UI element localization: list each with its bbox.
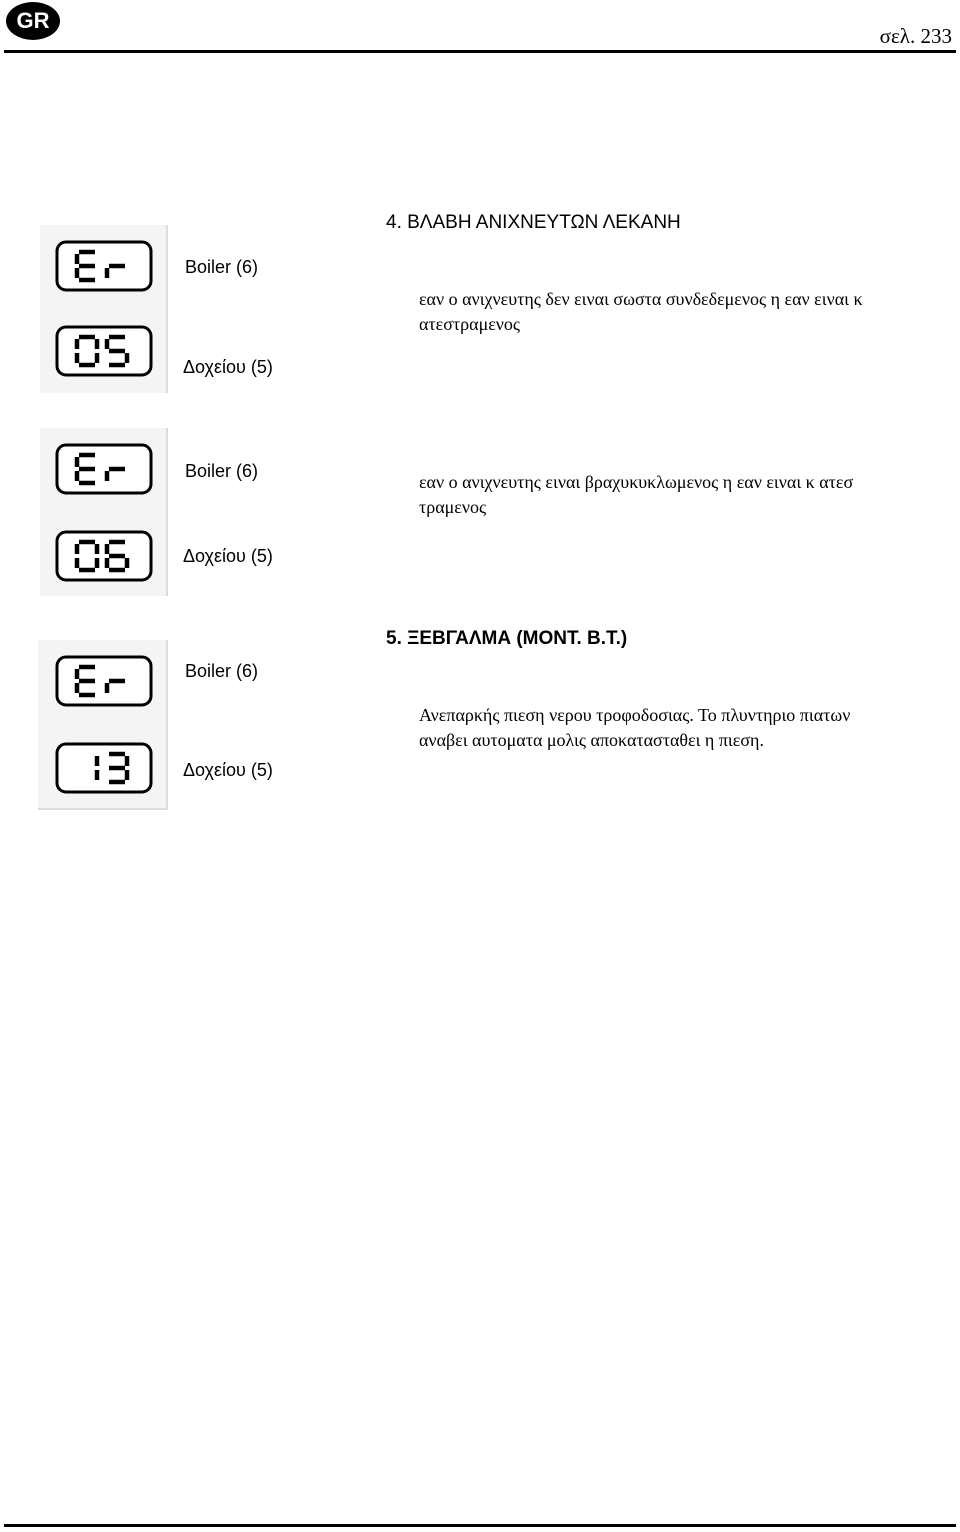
- tank-label-1: Δοχείου (5): [183, 357, 273, 377]
- boiler-label-2: Boiler (6): [185, 461, 259, 481]
- panel-divider-2: [166, 428, 168, 596]
- description-line: αναβει αυτοματα μολις αποκατασταθει η πιεση.: [419, 730, 764, 750]
- lcd-frame: [57, 532, 151, 580]
- tank-label-2: Δοχείου (5): [183, 546, 273, 566]
- section-heading-4: 4. ΒΛΑΒΗ ΑΝΙΧΝΕΥΤΩΝ ΛΕΚΑΝΗ: [386, 212, 681, 233]
- description-line: ατεστραμενος: [419, 314, 521, 334]
- footer-rule: [4, 1524, 956, 1527]
- lcd-display-er-2: [55, 443, 153, 495]
- header-rule: [4, 50, 956, 53]
- lcd-display-er-1: [55, 240, 153, 292]
- description-2: [419, 470, 853, 520]
- lcd-display-code-06: [55, 530, 153, 582]
- lcd-frame: [57, 327, 151, 375]
- description-line: τραμενος: [419, 497, 487, 517]
- panel-divider-3: [166, 640, 168, 810]
- lcd-frame: [57, 657, 151, 705]
- description-line: Ανεπαρκής πιεση νερου τροφοδοσιας. Το πλυντηριο πιατων: [419, 705, 851, 725]
- description-1: [419, 287, 863, 337]
- language-badge: GR: [6, 2, 60, 40]
- lcd-display-code-13: [55, 742, 153, 794]
- description-line: εαν ο ανιχνευτης δεν ειναι σωστα συνδεδεμενος η εαν ειναι κ: [419, 289, 863, 309]
- boiler-label-3: Boiler (6): [185, 661, 259, 681]
- lcd-display-er-3: [55, 655, 153, 707]
- lcd-display-code-05: [55, 325, 153, 377]
- lcd-frame: [57, 445, 151, 493]
- section-heading-5: 5. ΞΕΒΓΑΛΜΑ (ΜΟΝΤ. Β.Τ.): [386, 628, 628, 649]
- lcd-frame: [57, 242, 151, 290]
- description-line: εαν ο ανιχνευτης ειναι βραχυκυκλωμενος η εαν ειναι κ ατεσ: [419, 472, 854, 492]
- panel-divider-1: [166, 225, 168, 393]
- panel-bottom-3: [38, 808, 168, 810]
- tank-label-3: Δοχείου (5): [183, 760, 273, 780]
- description-3: [419, 703, 850, 753]
- boiler-label-1: Boiler (6): [185, 257, 259, 277]
- page-number: σελ. 233: [879, 24, 952, 48]
- lcd-frame: [57, 744, 151, 792]
